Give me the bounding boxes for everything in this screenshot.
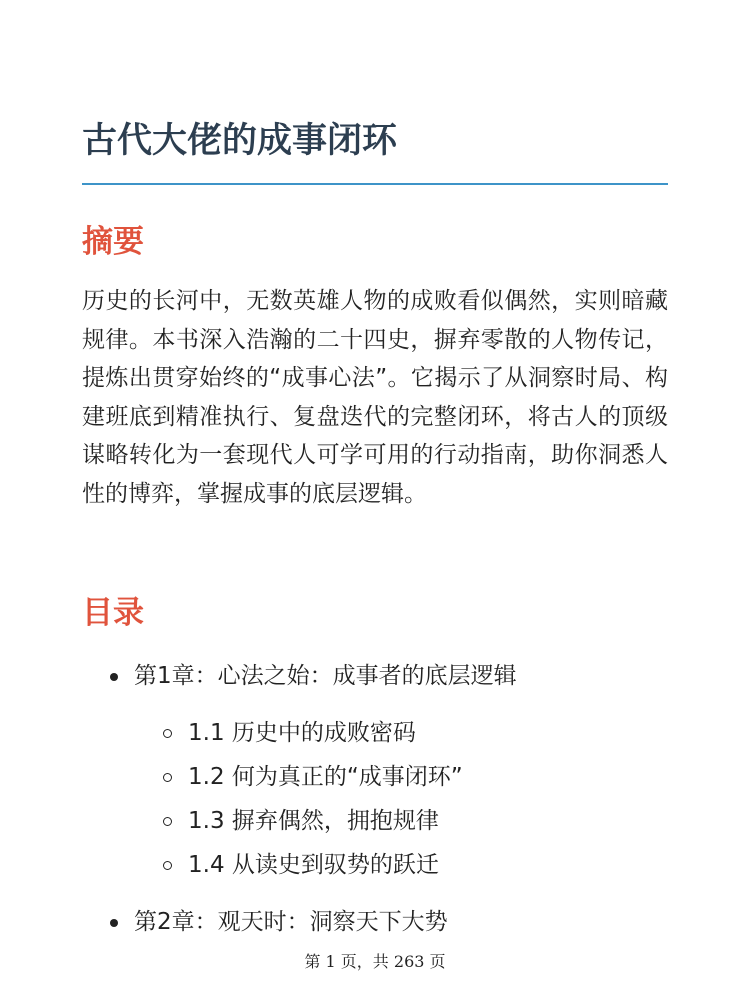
hollow-bullet-icon xyxy=(163,861,172,870)
toc-section-1-3[interactable] xyxy=(188,806,439,836)
toc-section-1-2[interactable] xyxy=(188,762,463,792)
toc-heading: 目录 xyxy=(82,595,144,631)
summary-heading: 摘要 xyxy=(82,224,144,260)
toc-section-label: 1.3 摒弃偶然，拥抱规律 xyxy=(188,808,439,834)
toc-chapter-1[interactable] xyxy=(134,661,517,691)
filled-bullet-icon xyxy=(110,919,118,927)
document-title: 古代大佬的成事闭环 xyxy=(82,121,398,161)
hollow-bullet-icon xyxy=(163,773,172,782)
summary-paragraph: 历史的长河中，无数英雄人物的成败看似偶然，实则暗藏规律。本书深入浩瀚的二十四史，摒弃零散的人物传记，提炼出贯穿始终的“成事心法”。它揭示了从洞察时局、构建班底到精准执行、复盘迭代的完整闭环，将古人的顶级谋略转化为一套现代人可学可用的行动指南，助你洞悉人性的博弈，掌握成事的底层逻辑。 xyxy=(82,288,668,507)
toc-chapter-2[interactable] xyxy=(134,907,448,937)
toc-section-label: 1.4 从读史到驭势的跃迁 xyxy=(188,852,439,878)
hollow-bullet-icon xyxy=(163,817,172,826)
toc-chapter-label: 第1章：心法之始：成事者的底层逻辑 xyxy=(134,663,517,689)
toc-section-label: 1.1 历史中的成败密码 xyxy=(188,720,416,746)
filled-bullet-icon xyxy=(110,673,118,681)
title-divider xyxy=(82,183,668,185)
page-footer: 第 1 页，共 263 页 xyxy=(304,952,446,971)
toc-section-1-1[interactable] xyxy=(188,718,416,748)
toc-section-1-4[interactable] xyxy=(188,850,439,880)
hollow-bullet-icon xyxy=(163,729,172,738)
toc-chapter-label: 第2章：观天时：洞察天下大势 xyxy=(134,909,448,935)
toc-section-label: 1.2 何为真正的“成事闭环” xyxy=(188,764,463,790)
